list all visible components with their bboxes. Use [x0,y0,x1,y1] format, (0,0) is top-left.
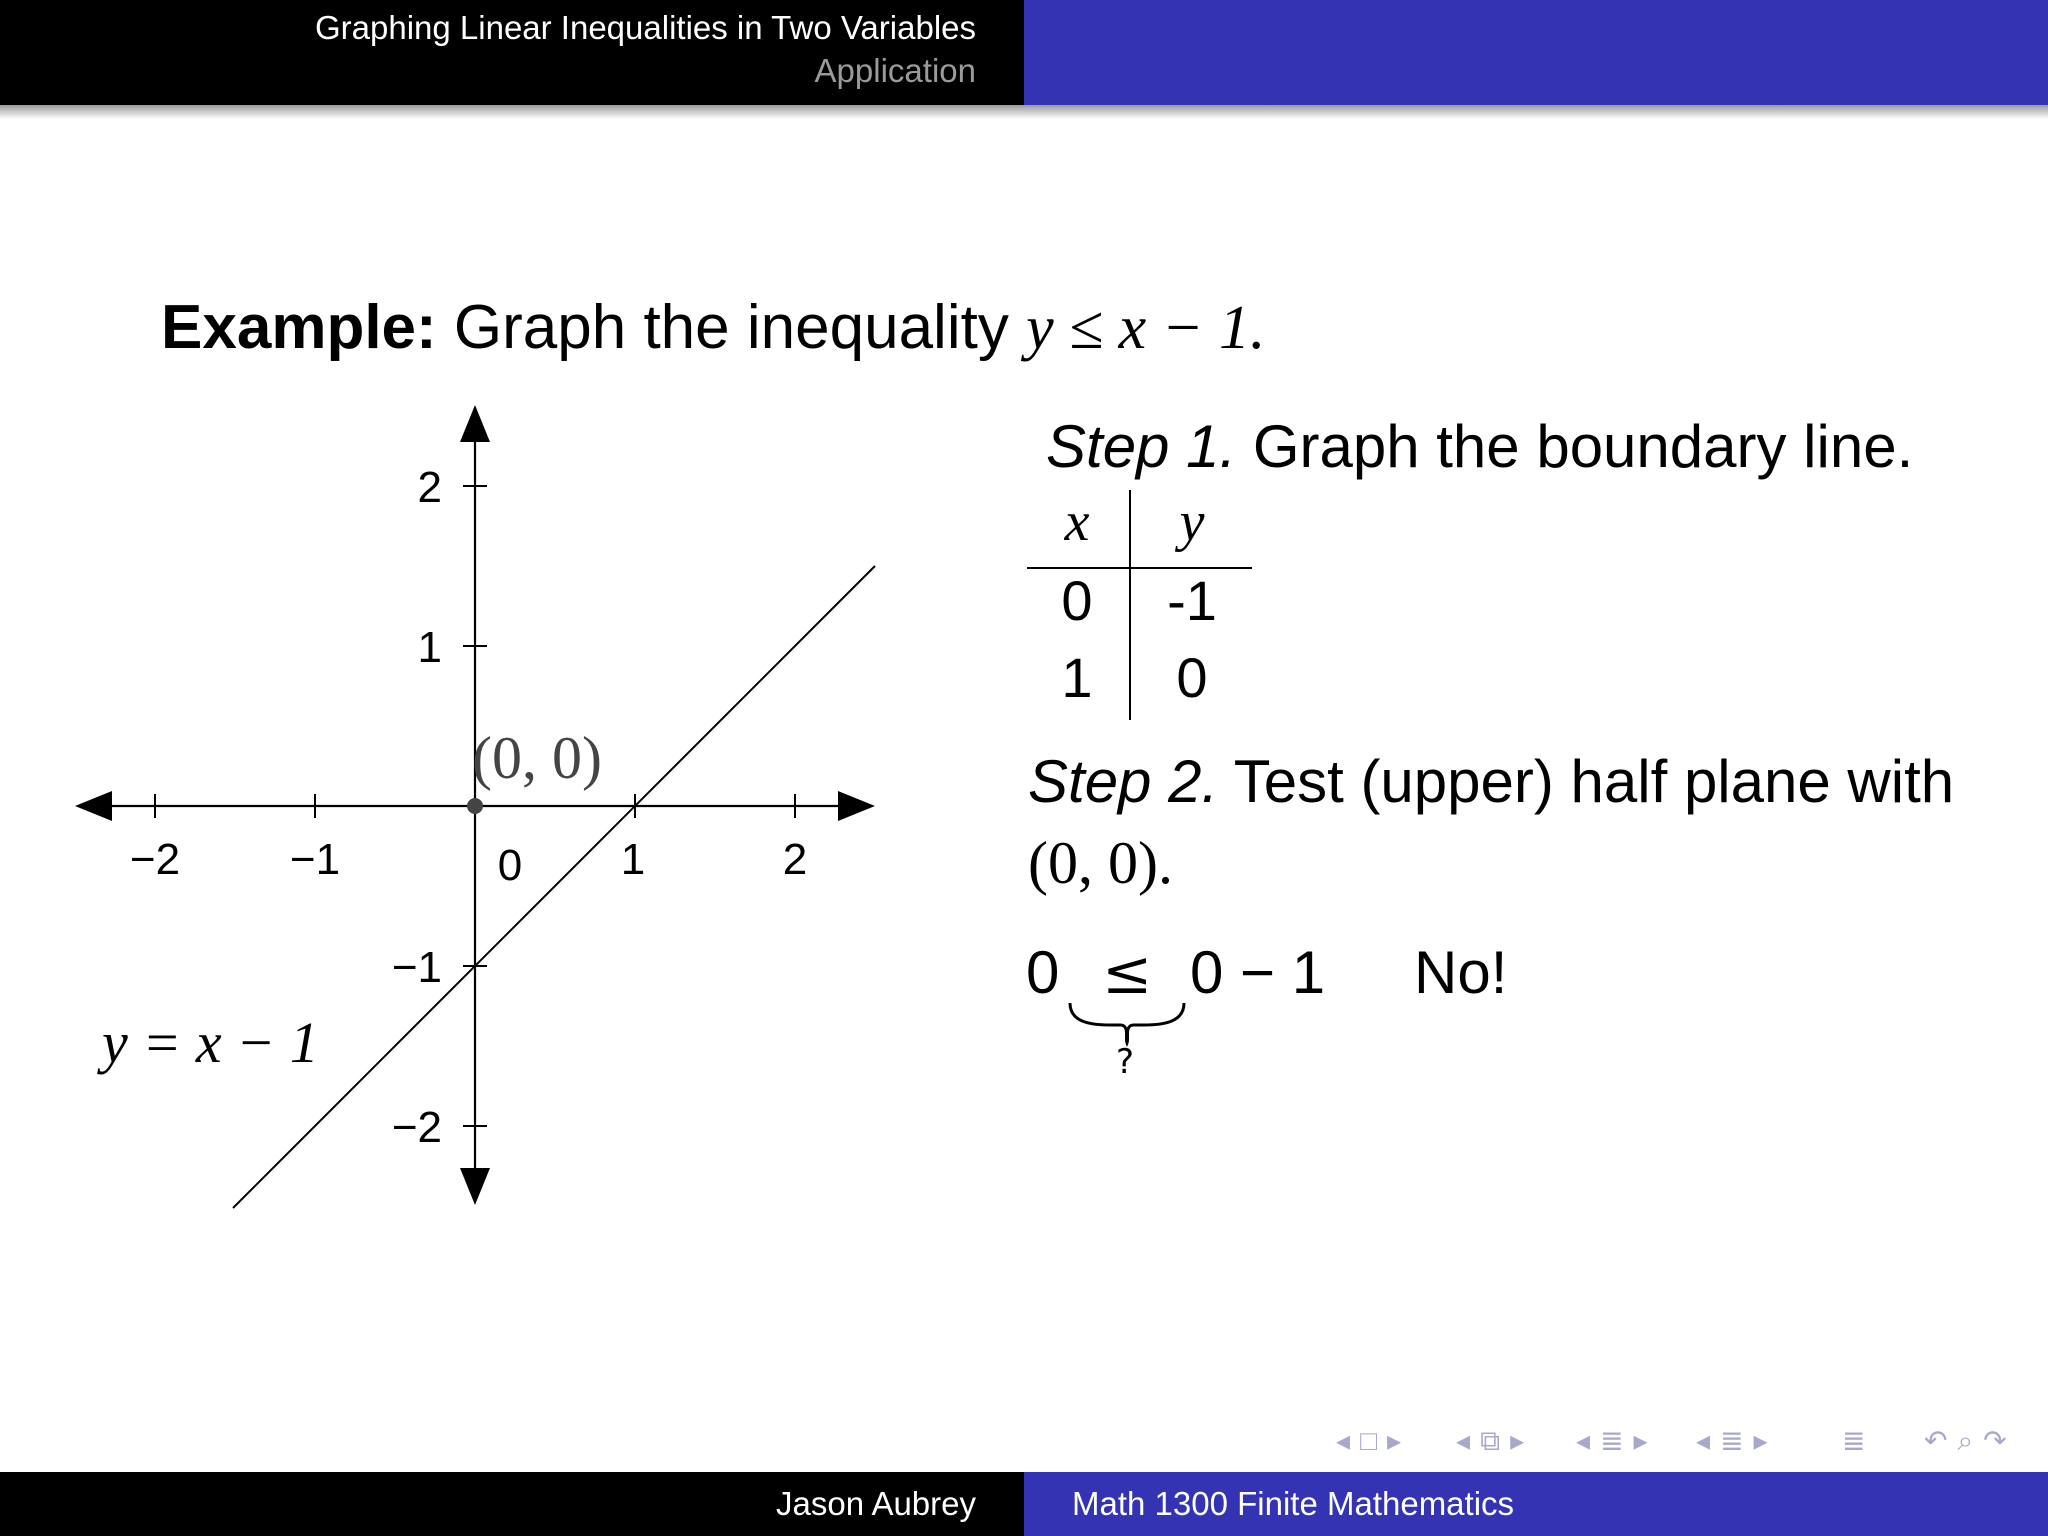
example-text: Graph the inequality [453,293,1009,362]
nav-first-icon[interactable]: ◂ □ ▸ [1336,1425,1402,1456]
step2-point [1028,828,1173,898]
y-tick-label: 1 [417,623,442,672]
test-symbol: ≤ [1102,938,1153,1008]
x-axis-left-arrow [75,791,112,821]
y-axis-up-arrow [460,405,490,442]
test-right-value: 0 − 1 [1190,939,1326,1006]
line-equation-label: y = x − 1 [102,1010,319,1075]
y-tick-label: −1 [391,943,442,992]
section-title[interactable]: Graphing Linear Inequalities in Two Variables [314,9,976,46]
test-left-value: 0 [1026,939,1060,1006]
origin-label: 0 [497,841,523,890]
x-tick-label: −1 [289,835,341,884]
nav-section-icon[interactable]: ◂ ≣ ▸ [1576,1425,1648,1456]
table-header-y: y [1179,491,1205,553]
nav-frame-icon[interactable]: ◂ ⧉ ▸ [1456,1425,1525,1456]
test-question-mark: ? [1116,1042,1135,1082]
step2-description: Test (upper) half plane with [1233,748,1955,815]
table-header-x: x [1064,491,1090,553]
x-tick-label: 2 [782,835,808,884]
boundary-line [233,566,875,1208]
table-cell: -1 [1167,569,1217,632]
footer-author: Jason Aubrey [776,1485,976,1522]
step1-text [1046,412,1913,481]
x-tick-label: −2 [129,835,181,884]
x-tick-label: 1 [620,835,646,884]
step2-text [1028,747,1954,816]
table-cell: 0 [1061,569,1093,632]
y-tick-label: −2 [391,1103,442,1152]
nav-subsection-icon[interactable]: ◂ ≣ ▸ [1696,1425,1768,1456]
footer-course: Math 1300 Finite Mathematics [1072,1485,1515,1522]
step1-label: Step 1. [1046,413,1237,480]
test-result: No! [1414,939,1508,1006]
table-cell: 0 [1176,646,1208,709]
x-axis-right-arrow [838,791,875,821]
example-label: Example: [161,293,437,362]
nav-search-icon[interactable]: ↶ ⌕ ↷ [1924,1425,2007,1456]
nav-appendix-icon[interactable]: ≣ [1842,1425,1866,1456]
step1-description: Graph the boundary line. [1252,413,1914,480]
y-tick-label: 2 [417,463,442,512]
step2-label: Step 2. [1028,748,1219,815]
point-label: (0, 0) [472,725,602,791]
test-point-text: (0, 0). [1028,830,1173,896]
y-axis-down-arrow [460,1168,490,1205]
test-point [467,798,483,814]
subsection-title[interactable]: Application [814,52,976,89]
example-inequality: y ≤ x − 1. [1026,294,1266,362]
table-cell: 1 [1061,646,1093,709]
